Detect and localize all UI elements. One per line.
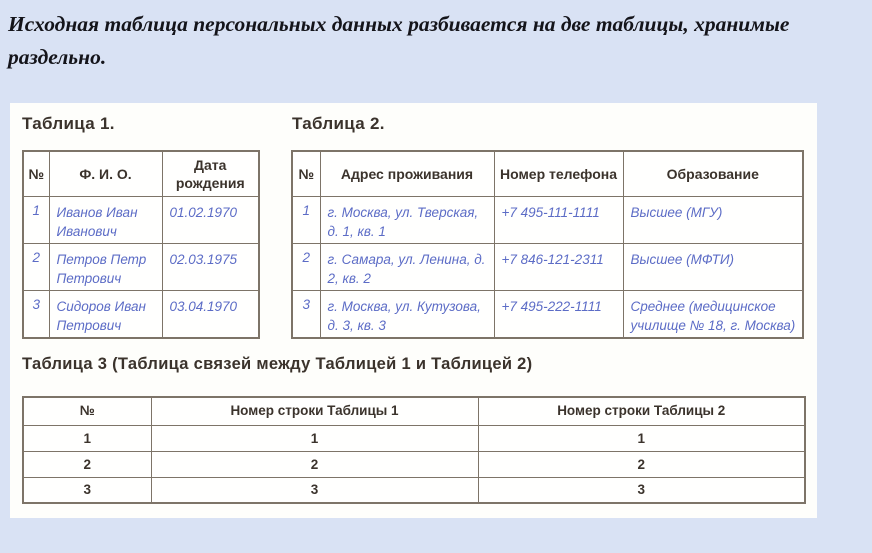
table-row bbox=[23, 290, 259, 338]
table-cell: 2 bbox=[478, 451, 805, 477]
table-cell: Среднее (медицинское училище № 18, г. Москва) bbox=[623, 290, 803, 338]
table-cell: 3 bbox=[23, 290, 49, 338]
table-row bbox=[23, 196, 259, 243]
table1-title: Таблица 1. bbox=[22, 114, 115, 133]
table-row bbox=[23, 477, 805, 503]
table-cell: г. Москва, ул. Тверская, д. 1, кв. 1 bbox=[320, 196, 494, 243]
table-cell: 1 bbox=[478, 425, 805, 451]
column-header: Адрес проживания bbox=[320, 151, 494, 196]
table-cell: г. Москва, ул. Кутузова, д. 3, кв. 3 bbox=[320, 290, 494, 338]
table-cell: 1 bbox=[23, 196, 49, 243]
table-cell: +7 846-121-2311 bbox=[494, 243, 623, 290]
content-panel bbox=[10, 103, 817, 518]
column-header: Образование bbox=[623, 151, 803, 196]
table-cell: 2 bbox=[151, 451, 478, 477]
table-header-row bbox=[23, 151, 259, 196]
table-contacts bbox=[291, 150, 804, 339]
table-cell: 1 bbox=[23, 425, 151, 451]
table-cell: 3 bbox=[23, 477, 151, 503]
column-header: Номер строки Таблицы 2 bbox=[478, 397, 805, 425]
table-cell: 01.02.1970 bbox=[162, 196, 259, 243]
table-cell: 3 bbox=[292, 290, 320, 338]
column-header: № bbox=[292, 151, 320, 196]
table-row bbox=[23, 451, 805, 477]
table-cell: +7 495-111-1111 bbox=[494, 196, 623, 243]
table-cell: 2 bbox=[23, 243, 49, 290]
column-header: Номер телефона bbox=[494, 151, 623, 196]
intro-text: Исходная таблица персональных данных разбивается на две таблицы, хранимые раздельно. bbox=[8, 12, 790, 69]
table-row bbox=[292, 243, 803, 290]
table-cell: 2 bbox=[292, 243, 320, 290]
table-cell: Сидоров Иван Петрович bbox=[49, 290, 162, 338]
column-header: Дата рождения bbox=[162, 151, 259, 196]
table-row bbox=[292, 290, 803, 338]
table-cell: 02.03.1975 bbox=[162, 243, 259, 290]
table-header-row bbox=[292, 151, 803, 196]
table-cell: Высшее (МФТИ) bbox=[623, 243, 803, 290]
column-header: № bbox=[23, 397, 151, 425]
table-cell: 2 bbox=[23, 451, 151, 477]
table-cell: Иванов Иван Иванович bbox=[49, 196, 162, 243]
column-header: № bbox=[23, 151, 49, 196]
table-row bbox=[23, 425, 805, 451]
table-header-row bbox=[23, 397, 805, 425]
column-header: Номер строки Таблицы 1 bbox=[151, 397, 478, 425]
table2-title: Таблица 2. bbox=[292, 114, 385, 133]
table-cell: 3 bbox=[478, 477, 805, 503]
table3-title: Таблица 3 (Таблица связей между Таблицей 1 и Таблицей 2) bbox=[22, 355, 533, 373]
table-cell: г. Самара, ул. Ленина, д. 2, кв. 2 bbox=[320, 243, 494, 290]
table-cell: 03.04.1970 bbox=[162, 290, 259, 338]
table-cell: 3 bbox=[151, 477, 478, 503]
table-persons bbox=[22, 150, 260, 339]
table-cell: Петров Петр Петрович bbox=[49, 243, 162, 290]
table-links bbox=[22, 396, 806, 504]
table-cell: +7 495-222-1111 bbox=[494, 290, 623, 338]
table-cell: 1 bbox=[292, 196, 320, 243]
table-row bbox=[292, 196, 803, 243]
column-header: Ф. И. О. bbox=[49, 151, 162, 196]
table-cell: 1 bbox=[151, 425, 478, 451]
table-row bbox=[23, 243, 259, 290]
table-cell: Высшее (МГУ) bbox=[623, 196, 803, 243]
